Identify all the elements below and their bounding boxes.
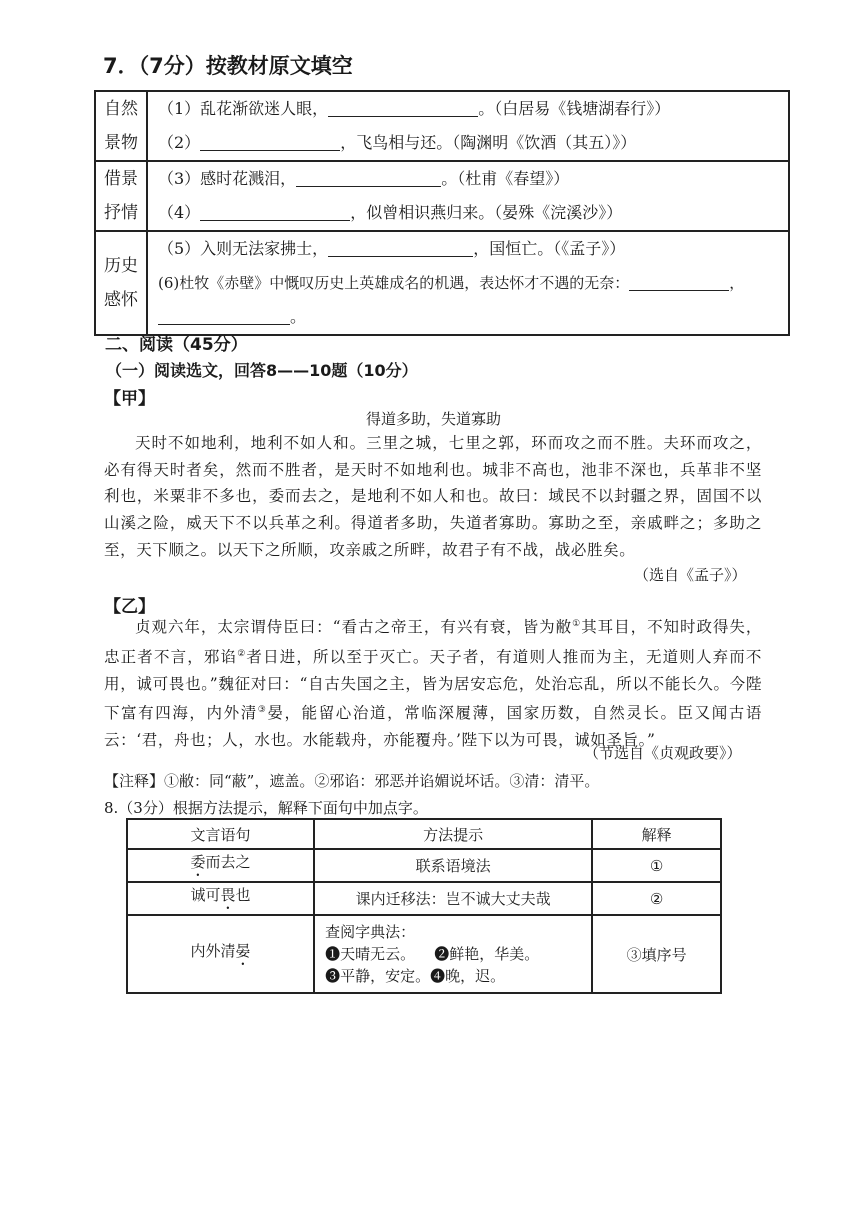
fill-line-5 xyxy=(148,232,788,266)
answer-cell[interactable]: ② xyxy=(592,882,721,915)
lines-cell xyxy=(147,231,789,335)
method-options xyxy=(325,965,591,987)
text-segment: 者日进，所以至于灭亡。天子者，有道则人推而为主，无道则人弃而不用，诚可畏也。”魏征对曰：“自古失国之主，皆为居安忘危，处治忘乱，所以不能长久。今陛下富有四海，内外清 xyxy=(104,648,762,723)
table-row xyxy=(127,849,721,882)
sentence-cell xyxy=(127,915,314,993)
passage-source: （选自《孟子》） xyxy=(634,566,747,584)
header-cell: 文言语句 xyxy=(127,819,314,849)
sentence-text: 内外清 xyxy=(190,941,236,960)
line-text: 。 xyxy=(290,307,307,326)
passage-jia xyxy=(104,430,762,564)
category-label: 抒情 xyxy=(104,203,138,223)
category-cell xyxy=(95,231,147,335)
footnote-marker: ① xyxy=(572,619,582,629)
passage-source: （节选自《贞观政要》） xyxy=(584,744,742,762)
sentence-cell xyxy=(127,882,314,915)
line-text: 。（白居易《钱塘湖春行》） xyxy=(478,99,671,118)
method-title: 查阅字典法： xyxy=(325,923,416,941)
answer-blank[interactable] xyxy=(328,238,473,257)
table-row xyxy=(95,161,789,231)
category-cell xyxy=(95,91,147,161)
dotted-char: 委 xyxy=(190,853,206,871)
line-text: ，似曾相识燕归来。（晏殊《浣溪沙》） xyxy=(350,203,623,222)
passage-text xyxy=(104,611,762,754)
line-text: ，飞鸟相与还。（陶渊明《饮酒（其五）》） xyxy=(340,133,637,152)
category-label: 感怀 xyxy=(104,290,138,310)
category-cell xyxy=(95,161,147,231)
sentence-text: 诚可 xyxy=(190,886,221,904)
line-text: （5）入则无法家拂士， xyxy=(158,239,329,258)
text-segment: 贞观六年，太宗谓侍臣曰：“看古之帝王，有兴有衰，皆为敝 xyxy=(135,618,573,637)
lines-cell xyxy=(147,161,789,231)
category-label: 历史 xyxy=(104,256,138,276)
passage-tag-yi: 【乙】 xyxy=(104,597,155,617)
sentence-text: 而去之 xyxy=(205,853,251,871)
header-cell: 解释 xyxy=(592,819,721,849)
answer-blank[interactable] xyxy=(629,272,729,291)
answer-cell[interactable]: ③填序号 xyxy=(592,915,721,993)
method-cell: 课内迁移法：岂不诚大丈夫哉 xyxy=(314,882,592,915)
line-text: 。（杜甫《春望》） xyxy=(441,169,570,188)
line-text: ，国恒亡。（《孟子》） xyxy=(473,239,626,258)
answer-blank[interactable] xyxy=(296,168,441,187)
line-text: ， xyxy=(729,274,745,292)
option-item: ❸平静，安定。 xyxy=(325,967,431,985)
fill-line-3 xyxy=(148,162,788,196)
category-label: 景物 xyxy=(104,133,138,153)
q8-title: 8.（3分）根据方法提示，解释下面句中加点字。 xyxy=(104,799,428,817)
section-title: 二、阅读（45分） xyxy=(105,335,248,355)
passage-yi xyxy=(104,611,762,754)
fill-line-4 xyxy=(148,196,788,230)
line-text: （3）感时花溅泪， xyxy=(158,169,297,188)
answer-blank[interactable] xyxy=(200,202,350,221)
dotted-char: 畏 xyxy=(220,886,236,904)
footnote-marker: ② xyxy=(237,648,247,659)
fill-line-2 xyxy=(148,126,788,160)
option-item: ❶天晴无云。 xyxy=(325,945,416,963)
sentence-text: 也 xyxy=(235,886,251,904)
q7-title: 7．（7分）按教材原文填空 xyxy=(103,54,353,78)
line-text: （2） xyxy=(158,133,201,152)
passage-title: 得道多助，失道寡助 xyxy=(365,410,501,428)
method-cell: 联系语境法 xyxy=(314,849,592,882)
q7-fill-table xyxy=(94,90,790,336)
method-cell xyxy=(314,915,592,993)
category-label: 借景 xyxy=(104,169,138,189)
fill-line-6 xyxy=(148,266,788,300)
fill-line-1 xyxy=(148,92,788,126)
text-segment: 其耳目，不知时政得失，忠正者不言，邪谄 xyxy=(104,618,762,667)
passage-tag-jia: 【甲】 xyxy=(104,389,155,409)
sentence-cell xyxy=(127,849,314,882)
lines-cell xyxy=(147,91,789,161)
method-options xyxy=(325,943,591,965)
dotted-char: 晏 xyxy=(235,941,251,960)
table-row xyxy=(95,91,789,161)
table-header-row xyxy=(127,819,721,849)
table-row xyxy=(127,882,721,915)
subsection-title: （一）阅读选文，回答8——10题（10分） xyxy=(106,361,418,380)
fill-line-7 xyxy=(148,300,788,334)
option-item: ❷鲜艳，华美。 xyxy=(434,945,540,963)
category-label: 自然 xyxy=(104,99,138,119)
text-segment: 晏，能留心治道，常临深履薄，国家历数，自然灵长。臣又闻古语云：‘君，舟也；人，水也。水能载舟，亦能覆舟。’陛下以为可畏，诚如圣旨。” xyxy=(104,704,762,750)
passage-text: 天时不如地利，地利不如人和。三里之城，七里之郭，环而攻之而不胜。夫环而攻之，必有得天时者矣，然而不胜者，是天时不如地利也。城非不高也，池非不深也，兵革非不坚利也，米粟非不多也，委而去之，是地利不如人和也。故曰：域民不以封疆之界，固国不以山溪之险，威天下不以兵革之利。得道者多助，失道者寡助。寡助之至，亲戚畔之；多助之至，天下顺之。以天下之所顺，攻亲戚之所畔，故君子有不战，战必胜矣。 xyxy=(104,434,762,559)
footnote-marker: ③ xyxy=(257,705,268,716)
line-text: （4） xyxy=(158,203,201,222)
annotation-note: 【注释】①敝：同“蔽”，遮盖。②邪谄：邪恶并谄媚说坏话。③清：清平。 xyxy=(104,772,600,790)
answer-blank[interactable] xyxy=(158,306,290,325)
table-row xyxy=(127,915,721,993)
answer-blank[interactable] xyxy=(200,132,340,151)
line-text: （1）乱花渐欲迷人眼， xyxy=(158,99,329,118)
q8-table xyxy=(126,818,722,994)
option-item: ❹晚，迟。 xyxy=(430,967,506,985)
answer-blank[interactable] xyxy=(328,98,478,117)
line-text: (6)杜牧《赤壁》中慨叹历史上英雄成名的机遇，表达怀才不遇的无奈： xyxy=(158,274,630,292)
answer-cell[interactable]: ① xyxy=(592,849,721,882)
header-cell: 方法提示 xyxy=(314,819,592,849)
table-row xyxy=(95,231,789,335)
